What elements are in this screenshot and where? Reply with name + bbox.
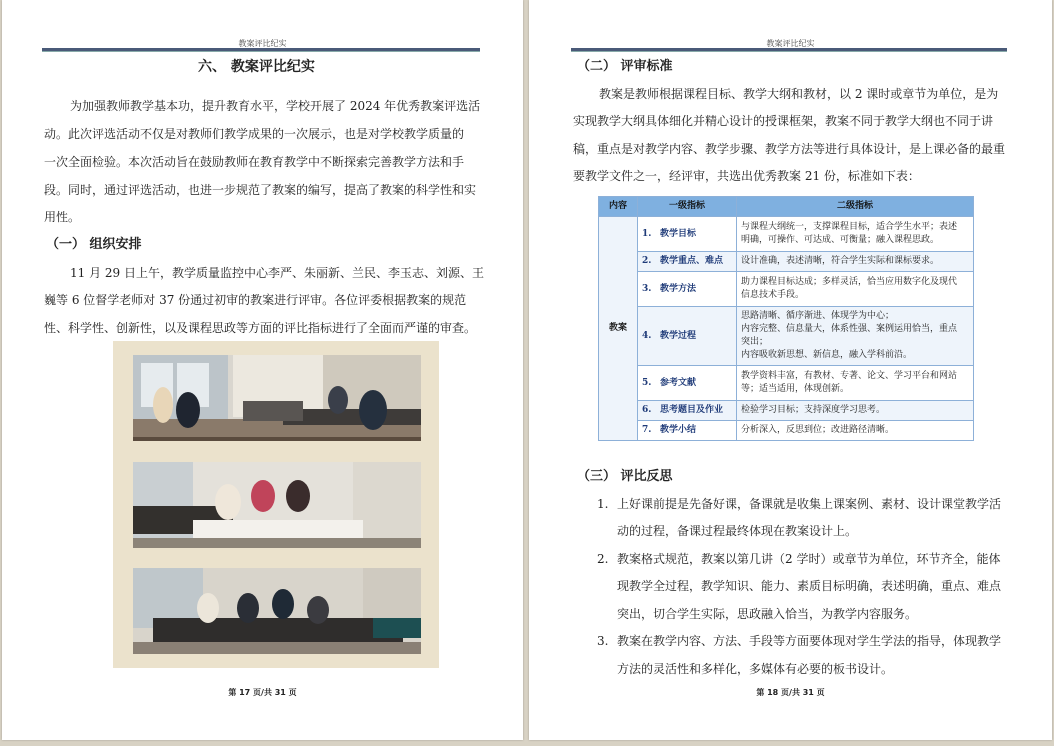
intro-line: 一次全面检验。本次活动旨在鼓励教师在教育教学中不断探索完善教学方法和手 xyxy=(44,155,465,169)
table-row xyxy=(599,421,974,441)
reflection-item-number: 3. xyxy=(597,634,609,648)
reflection-line: 方法的灵活性和多样化，多媒体有必要的板书设计。 xyxy=(617,662,894,676)
indicator-number: 6. xyxy=(642,405,652,415)
meeting-photo-2 xyxy=(133,462,421,548)
section2-line: 教案是教师根据课程目标、教学大纲和教材，以 2 课时或章节为单位，是为 xyxy=(599,87,999,101)
section1-line: 性、科学性、创新性，以及课程思政等方面的评比指标进行了全面而严谨的审查。 xyxy=(44,321,477,335)
page-header: 教案评比纪实 xyxy=(238,39,287,48)
table-row xyxy=(599,217,974,252)
indicator-desc-line: 等；适当适用，体现创新。 xyxy=(741,384,850,394)
page-footer: 第 17 页/共 31 页 xyxy=(228,688,297,697)
indicator-desc-line: 明确，可操作、可达成、可衡量；融入课程思政。 xyxy=(741,235,940,245)
page-17 xyxy=(2,0,523,740)
page-footer: 第 18 页/共 31 页 xyxy=(756,688,825,697)
indicator-desc-line: 内容吸收新思想、新信息，融入学科前沿。 xyxy=(741,350,913,360)
reflection-line: 教案格式规范，教案以第几讲（2 学时）或章节为单位，环节齐全，能体 xyxy=(617,552,1001,566)
level2-indicator xyxy=(737,421,974,441)
table-row xyxy=(599,401,974,421)
indicator-desc-line: 助力课程目标达成；多样灵活，恰当应用数字化及现代 xyxy=(741,277,958,287)
chapter-title: 六、 教案评比纪实 xyxy=(198,59,315,75)
table-header-cell: 二级指标 xyxy=(737,197,974,217)
indicator-name: 教学过程 xyxy=(660,330,697,341)
section-title-reflection: （三） 评比反思 xyxy=(577,469,673,484)
level2-indicator xyxy=(737,307,974,366)
level2-indicator xyxy=(737,272,974,307)
indicator-number: 5. xyxy=(642,377,652,388)
meeting-photo-1 xyxy=(133,355,421,441)
section-title-organization: （一） 组织安排 xyxy=(46,237,142,252)
indicator-name: 教学目标 xyxy=(660,228,697,239)
intro-line: 段。同时，通过评选活动，也进一步规范了教案的编写，提高了教案的科学性和实 xyxy=(44,183,477,197)
level1-indicator xyxy=(638,252,737,272)
level1-indicator xyxy=(638,272,737,307)
reflection-line: 突出，切合学生实际，思政融入恰当，为教学内容服务。 xyxy=(617,607,918,621)
level2-indicator xyxy=(737,217,974,252)
reflection-line: 现教学全过程，教学知识、能力、素质目标明确，表述明确，重点、难点 xyxy=(617,579,1002,593)
table-row xyxy=(599,366,974,401)
indicator-desc-line: 设计准确，表述清晰，符合学生实际和课标要求。 xyxy=(741,256,940,266)
header-rule xyxy=(571,48,1007,52)
indicator-name: 参考文献 xyxy=(660,377,697,388)
indicator-desc-line: 与课程大纲统一，支撑课程目标，适合学生水平；表述 xyxy=(741,222,958,232)
level2-indicator xyxy=(737,366,974,401)
section2-line: 要教学文件之一，经评审，共选出优秀教案 21 份，标准如下表： xyxy=(573,169,920,183)
reflection-line: 教案在教学内容、方法、手段等方面要体现对学生学法的指导，体现教学 xyxy=(617,634,1002,648)
section1-line: 11 月 29 日上午，教学质量监控中心李严、朱丽新、兰民、李玉志、刘源、王 xyxy=(70,266,484,280)
indicator-desc-line: 分析深入，反思到位；改进路径清晰。 xyxy=(741,425,895,435)
indicator-desc-line: 内容完整、信息量大，体系性强、案例运用恰当，重点 xyxy=(741,324,958,334)
section1-line: 巍等 6 位督学老师对 37 份通过初审的教案进行评审。各位评委根据教案的规范 xyxy=(44,293,467,307)
table-header-cell: 内容 xyxy=(599,197,638,217)
indicator-number: 2. xyxy=(642,256,652,266)
reflection-line: 动的过程，备课过程最终体现在教案设计上。 xyxy=(617,524,858,538)
intro-line: 用性。 xyxy=(44,210,81,224)
table-header-cell: 一级指标 xyxy=(638,197,737,217)
indicator-desc-line: 思路清晰、循序渐进、体现学为中心； xyxy=(741,311,895,321)
page-header: 教案评比纪实 xyxy=(766,39,815,48)
row-group-label: 教案 xyxy=(599,217,638,441)
intro-line: 动。此次评选活动不仅是对教师们教学成果的一次展示，也是对学校教学质量的 xyxy=(44,127,465,141)
page-18 xyxy=(529,0,1052,740)
indicator-name: 教学方法 xyxy=(660,283,697,294)
level1-indicator xyxy=(638,421,737,441)
table-row xyxy=(599,272,974,307)
reflection-item-number: 1. xyxy=(597,497,609,511)
indicator-desc-line: 教学资料丰富，有教材、专著、论文、学习平台和网站 xyxy=(741,371,958,381)
section2-line: 实现教学大纲具体细化并精心设计的授课框架，教案不同于教学大纲也不同于讲 xyxy=(573,114,994,128)
indicator-desc-line: 检验学习目标；支持深度学习思考。 xyxy=(741,405,886,415)
indicator-number: 7. xyxy=(642,425,652,435)
reflection-line: 上好课前提是先备好课，备课就是收集上课案例、素材、设计课堂教学活 xyxy=(617,497,1002,511)
section-title-standards: （二） 评审标准 xyxy=(577,59,673,74)
meeting-photo-3 xyxy=(133,568,421,654)
indicator-name: 教学小结 xyxy=(660,425,697,435)
level1-indicator xyxy=(638,366,737,401)
indicator-desc-line: 信息技术手段。 xyxy=(741,290,805,300)
indicator-number: 3. xyxy=(642,283,652,294)
indicator-number: 4. xyxy=(642,330,652,341)
level1-indicator xyxy=(638,217,737,252)
indicator-desc-line: 突出； xyxy=(741,337,769,347)
table-header-row xyxy=(599,197,974,217)
header-rule xyxy=(42,48,480,52)
indicator-name: 教学重点、难点 xyxy=(660,256,724,266)
level1-indicator xyxy=(638,307,737,366)
indicator-number: 1. xyxy=(642,228,652,239)
level2-indicator xyxy=(737,252,974,272)
level2-indicator xyxy=(737,401,974,421)
table-row xyxy=(599,307,974,366)
table-row xyxy=(599,252,974,272)
section2-line: 稿，重点是对教学内容、教学步骤、教学方法等进行具体设计，是上课必备的最重 xyxy=(573,142,1006,156)
reflection-item-number: 2. xyxy=(597,552,609,566)
indicator-name: 思考题目及作业 xyxy=(660,405,724,415)
photo-collage xyxy=(113,341,439,668)
level1-indicator xyxy=(638,401,737,421)
criteria-table xyxy=(598,196,974,441)
intro-line: 为加强教师教学基本功，提升教育水平，学校开展了 2024 年优秀教案评选活 xyxy=(70,99,481,113)
